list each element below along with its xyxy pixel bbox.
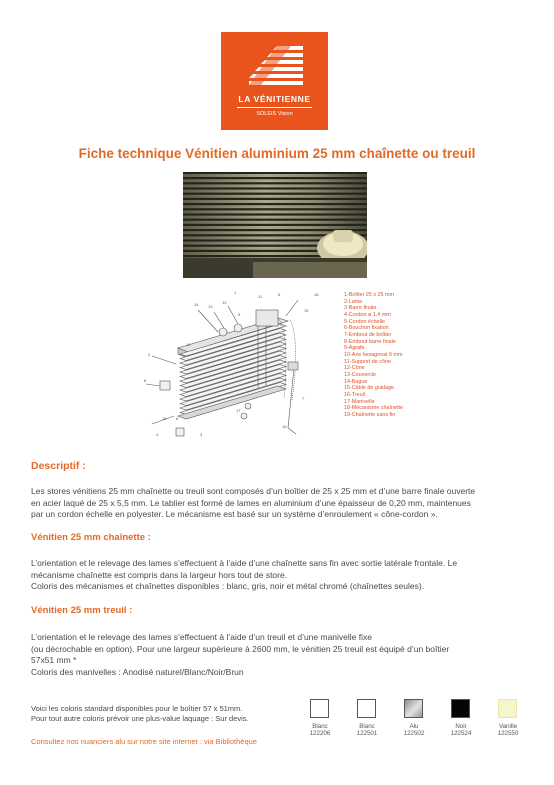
diagram-callout: 8 (176, 416, 179, 421)
diagram-callout: 19 (304, 308, 309, 313)
diagram-callout: 6 (144, 378, 147, 383)
diagram-callout: 4 (156, 432, 159, 437)
colour-note-line: Voici les coloris standard disponibles pour le boîtier 57 x 51mm. (31, 704, 243, 713)
diagram-callout: 12 (222, 300, 227, 305)
brand-logo (221, 32, 328, 130)
swatch-name: Blanc (312, 723, 328, 730)
blind-logo-icon (247, 44, 305, 94)
swatch (300, 699, 340, 737)
treuil-line: (ou décrochable en option). Pour une largeur supérieure à 2600 mm, le vénitien 25 treuil est équipé d’un boîtier (31, 643, 450, 654)
descriptif-line: en acier laqué de 25 x 5,5 mm. Le tablier est formé de lames en aluminium d’une épaisseur de 0,20 mm, maintenues (31, 497, 471, 508)
part-item: 11-Support de cône (344, 358, 391, 365)
diagram-callout: 7 (302, 396, 305, 401)
parts-list (344, 292, 403, 418)
descriptif-text (31, 486, 541, 521)
swatch-name: Blanc (359, 723, 375, 730)
colour-note-line: Pour tout autre coloris prévoir une plus-value laquage : Sur devis. (31, 714, 249, 723)
diagram-callout: 1 (234, 290, 237, 295)
chainette-line: mécanisme chaînette est compris dans la largeur hors tout de store. (31, 569, 288, 580)
swatch (441, 699, 481, 737)
page-title: Fiche technique Vénitien aluminium 25 mm chaînette ou treuil (78, 146, 476, 161)
swatch-color (498, 699, 517, 718)
swatch-code: 122501 (356, 730, 378, 737)
descriptif-heading: Descriptif : (31, 460, 86, 472)
part-item: 17-Manivelle (344, 398, 375, 405)
swatch-color (310, 699, 329, 718)
brand-subtitle: SOLEIS Vision (256, 111, 293, 117)
swatch-name: Vanille (498, 723, 518, 730)
swatch (394, 699, 434, 737)
swatch (347, 699, 387, 737)
swatch-code: 122550 (497, 730, 519, 737)
blind-diagram (138, 288, 338, 452)
diagram-callout: 17 (236, 408, 241, 413)
treuil-line: Coloris des manivelles : Anodisé naturel/Blanc/Noir/Brun (31, 666, 244, 677)
treuil-line: 57x51 mm * (31, 655, 77, 665)
part-item: 16-Treuil (344, 391, 366, 398)
diagram-callout: 11 (258, 294, 263, 299)
part-item: 2-Lame (344, 298, 363, 305)
part-item: 13-Couvercle (344, 371, 377, 378)
part-item: 6-Bouchon fixation (344, 325, 389, 332)
part-item: 12-Cône (344, 365, 365, 372)
part-item: 15-Câble de guidage (344, 385, 395, 392)
descriptif-line: par un cordon échelle en polyester. Le mécanisme est basé sur un système d’enroulement « cône-cordon ». (31, 509, 438, 519)
diagram-callout: 5 (278, 292, 281, 297)
descriptif-line: Les stores vénitiens 25 mm chaînette ou treuil sont composés d’un boîtier de 25 x 25 mm et d’une barre finale ouverte (31, 486, 476, 496)
chainette-heading: Vénitien 25 mm chaînette : (31, 532, 151, 543)
part-item: 1-Boîtier 25 x 25 mm (344, 292, 395, 298)
swatch-code: 122502 (403, 730, 425, 737)
part-item: 14-Bague (344, 378, 368, 385)
chainette-line: L’orientation et le relevage des lames s’effectuent à l’aide d’une chaînette sans fin avec sortie latérale frontale. Le (31, 558, 458, 568)
website-link[interactable]: Consultez nos nuanciers alu sur notre site internet : via Bibliothèque (31, 737, 257, 746)
diagram-callout: 9 (238, 312, 241, 317)
colour-note (31, 704, 249, 724)
treuil-text (31, 632, 541, 678)
diagram-callout: 3 (200, 432, 203, 437)
logo-divider (237, 107, 312, 108)
blind-photo (183, 172, 367, 278)
swatch-name: Alu (409, 723, 419, 730)
part-item: 18-Mécanisme chaînette (344, 405, 404, 412)
swatch-code: 122206 (309, 730, 331, 737)
swatch-name: Noir (455, 723, 467, 730)
part-item: 5-Cordon échelle (344, 318, 386, 325)
treuil-line: L’orientation et le relevage des lames s’effectuent à l’aide d’un treuil et d’une manivelle fixe (31, 632, 372, 642)
diagram-callout: 10 (186, 342, 191, 347)
diagram-callout: 16 (282, 424, 287, 429)
diagram-callout: 14 (194, 302, 199, 307)
treuil-heading: Vénitien 25 mm treuil : (31, 605, 133, 616)
chainette-line: Coloris des mécanismes et chaînettes disponibles : blanc, gris, noir et métal chromé (chaînettes seules). (31, 581, 425, 591)
colour-swatches (300, 699, 540, 747)
diagram-callout: 13 (208, 304, 213, 309)
swatch-color (451, 699, 470, 718)
swatch (488, 699, 528, 737)
brand-name: LA VÉNITIENNE (238, 94, 311, 104)
swatch-code: 122524 (450, 730, 472, 737)
part-item: 8-Embout barre finale (344, 338, 396, 345)
part-item: 9-Agrafe (344, 345, 365, 352)
part-item: 3-Barre finale (344, 305, 377, 312)
diagram-callout: 18 (314, 292, 319, 297)
part-item: 4-Cordon ø 1,4 mm (344, 311, 391, 318)
swatch-color (357, 699, 376, 718)
swatch-color (404, 699, 423, 718)
part-item: 7-Embout de boîtier (344, 331, 392, 338)
part-item: 10-Axe hexagonal 6 mm (344, 351, 403, 358)
part-item: 19-Chaînette sans fin (344, 411, 396, 418)
chainette-text (31, 558, 541, 593)
diagram-callout: 2 (148, 352, 151, 357)
diagram-callout: 15 (162, 416, 167, 421)
